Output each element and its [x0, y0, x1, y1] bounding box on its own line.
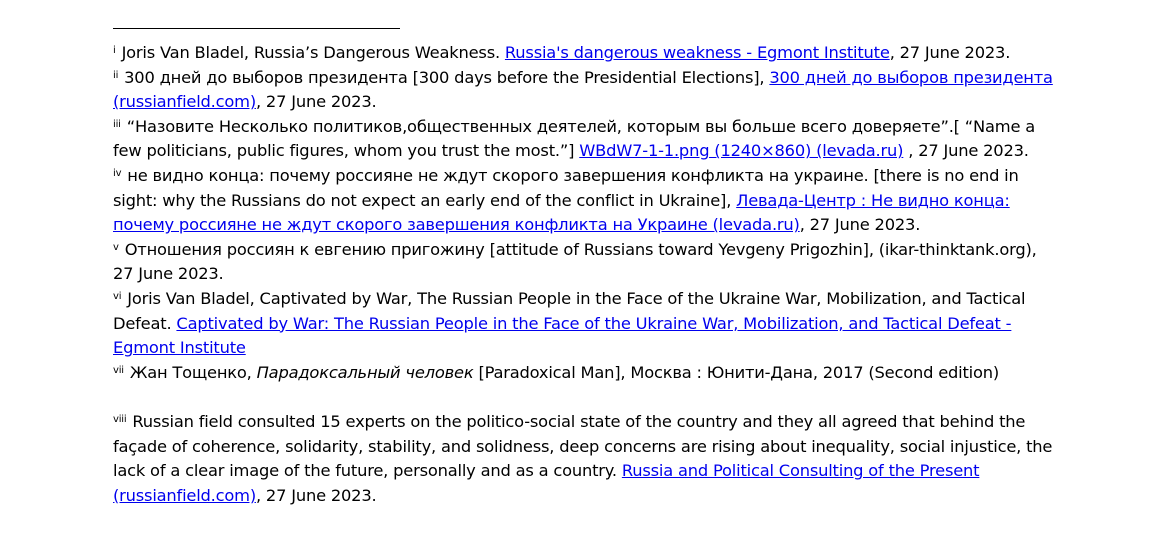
footnote-marker: ii: [113, 69, 119, 81]
footnote-text: 300 дней до выборов президента [300 days before the Presidential Elections],: [119, 67, 770, 87]
footnote-text: , 27 June 2023.: [255, 485, 377, 505]
footnote-marker: vii: [113, 364, 124, 376]
footnote-text: Joris Van Bladel, Russia’s Dangerous Weakness.: [116, 43, 505, 62]
footnote-marker: iv: [113, 167, 122, 179]
footnote-text: Joris Van Bladel, Captivated by War, The Russian People in the Face of the Ukraine War, Mobilization, and Tactical Defeat.: [113, 288, 1026, 333]
footnote-link[interactable]: Russia's dangerous weakness - Egmont Institute: [504, 43, 890, 62]
footnote-marker: viii: [113, 413, 127, 425]
footnote-marker: i: [113, 45, 116, 56]
book-title: Парадоксальный человек: [256, 362, 474, 382]
footnote-text: Russian field consulted 15 experts on the politico-social state of the country and they all agreed that behind the façade of coherence, solidarity, stability, and solidness, deep concerns are rising about inequality, social injustice, the lack of a clear image of the future, personally and as a country.: [113, 411, 1053, 481]
footnote-link[interactable]: Russia and Political Consulting of the Present (russianfield.com): [113, 461, 980, 505]
footnote-marker: vi: [113, 290, 122, 302]
footnote-7: [113, 361, 1053, 386]
footnote-link[interactable]: WBdW7-1-1.png (1240×860) (levada.ru): [579, 141, 904, 161]
footnote-text: , 27 June 2023.: [255, 92, 377, 112]
footnote-link[interactable]: Captivated by War: The Russian People in the Face of the Ukraine War, Mobilization, and Tactical Defeat - Egmont Institute: [113, 313, 1012, 358]
footnote-text: , 27 June 2023.: [903, 141, 1029, 161]
footnote-text: Жан Тощенко,: [124, 362, 257, 382]
footnotes: [113, 41, 1053, 508]
footnote-text: не видно конца: почему россияне не ждут скорого завершения конфликта на украине. [there is no end in sight: why the Russians do not expect an early end of the conflict in Ukraine],: [113, 165, 1019, 210]
footnote-5: [113, 238, 1053, 287]
footnote-text: [Paradoxical Man], Москва : Юнити-Дана, 2017 (Second edition): [473, 362, 1000, 382]
footnote-link[interactable]: 300 дней до выборов президента (russianfield.com): [113, 67, 1053, 112]
footnote-link[interactable]: Левада-Центр : Не видно конца: почему россияне не ждут скорого завершения конфликта на Украине (levada.ru): [113, 190, 1010, 235]
footnote-marker: v: [113, 241, 119, 253]
footnote-text: “Назовите Несколько политиков,общественных деятелей, которым вы больше всего доверяете”.[ “Name a few politicians, public figures, whom you trust the most.”]: [113, 116, 1036, 161]
footnote-6: [113, 287, 1053, 361]
footnote-1: [113, 41, 1053, 66]
footnote-8: [113, 410, 1053, 508]
footnote-text: Отношения россиян к евгению пригожину [attitude of Russians toward Yevgeny Prigozhin], (ikar-thinktank.org), 27 June 2023.: [113, 239, 1037, 284]
footnote-4: [113, 164, 1053, 238]
footnote-2: [113, 66, 1053, 115]
footnote-text: , 27 June 2023.: [799, 215, 921, 235]
footnote-marker: iii: [113, 118, 121, 130]
footnote-separator: [113, 28, 400, 29]
footnote-3: [113, 115, 1053, 164]
footnote-text: , 27 June 2023.: [889, 43, 1011, 62]
